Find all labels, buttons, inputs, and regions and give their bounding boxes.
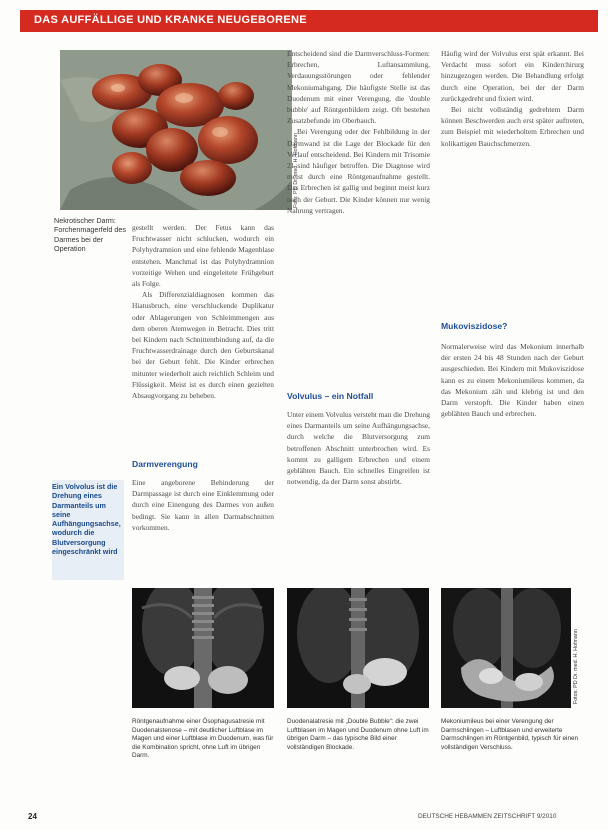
xray-image-1 bbox=[132, 588, 274, 708]
paragraph: Bei nicht vollständig gedrehtem Darm können Beschwerden auch erst später auftreten, zum Beispiel mit wiederholtem Erbrechen und kolikartigen Bauchschmerzen. bbox=[441, 105, 584, 148]
intestine-illustration bbox=[60, 50, 292, 210]
paragraph: gestellt werden. Der Fetus kann das Fruchtwasser nicht schlucken, wodurch ein Polyhydramnion und eine fehlende Magenblase entstehen. Manchmal ist das Polyhydramnion vorzeitige Wehen und eingeleitete Frühgeburt als Folge. bbox=[132, 223, 274, 289]
xray-caption-2: Duodenalatresie mit „Double Bubble“: die zwei Luftblasen im Magen und Duodenum ohne Luft im übrigen Darm – das typische Bild einer vollständigen Blockade. bbox=[287, 718, 429, 751]
paragraph: Häufig wird der Volvulus erst spät erkannt. Bei Verdacht muss sofort ein Kinderchirurg hinzugezogen werden. Die Behandlung erfolgt durch eine Operation, bei der der Darm zurückgedreht und fixiert wird. bbox=[441, 49, 584, 103]
intestine-photo bbox=[60, 50, 292, 210]
subhead-volvulus: Volvulus – ein Notfall bbox=[287, 391, 374, 401]
paragraph: Als Differenzialdiagnosen kommen das Hiatusbruch, eine verschluckende Duplikatur oder Ablagerungen von Schleimmengen aus dem oberen Atemwegen in Betracht. Dies tritt bei Kindern nach Schnittentbindung auf, da die Fruchtwasserdrainage durch den Geburtskanal bei der Geburt fehlt. Die Kinder erbrechen mitunter wiederholt auch reichlich Schleim und Flüssigkeit. Meist ist es durch einen gezielten Absaugvorgang zu beheben. bbox=[132, 290, 274, 401]
xray-image-3 bbox=[441, 588, 571, 708]
paragraph: Unter einem Volvulus versteht man die Drehung eines Darmanteils um seine Aufhängungsachse, durch welche die Blutversorgung zum betroffenen Abschnitt unterbrochen wird. Es kommt zu galligem Erbrechen und einem geblähten Bauch. Ein schnelles Eingreifen ist notwendig, da der Darm sonst abstirbt. bbox=[287, 410, 430, 487]
xray-graphic-3 bbox=[441, 588, 571, 708]
text-column-3b bbox=[441, 341, 584, 577]
xray-graphic-1 bbox=[132, 588, 274, 708]
subhead-mukoviszidose: Mukoviszidose? bbox=[441, 321, 508, 331]
photo-credit: Foto: PD Dr. med. H. Hofmann bbox=[293, 133, 299, 208]
xray-image-2 bbox=[287, 588, 429, 708]
text-column-2b bbox=[287, 409, 430, 577]
journal-name: DEUTSCHE HEBAMMEN ZEITSCHRIFT 9/2010 bbox=[418, 813, 557, 820]
paragraph: Bei Verengung oder der Fehlbildung in der Darmwand ist die Lage der Blockade für den Verlauf entscheidend. Bei Kindern mit Trisomie 21 sind häufiger betroffen. Die Diagnose wird meist durch eine Röntgenaufnahme gestellt. Das Erbrechen ist gallig und beginnt meist kurz nach der Geburt. Die Kinder können nur wenig Nahrung vertragen. bbox=[287, 127, 430, 215]
paragraph: Entscheidend sind die Darmverschluss-Formen: Erbrechen, Luftansammlung, Verdauungsstörungen oder fehlender Mekoniumabgang. Die häufigste Stelle ist das Duodenum mit einer Verengung, die 'double bubble' auf Röntgenbildern zeigt. Oft bestehen Zusatzbefunde im Oberbauch. bbox=[287, 49, 430, 126]
info-box bbox=[52, 480, 124, 580]
subhead-darmverengung: Darmverengung bbox=[132, 459, 198, 469]
section-header-bar bbox=[20, 10, 598, 32]
text-column-1b bbox=[132, 477, 274, 577]
photo-caption: Nekrotischer Darm: Forchenmagerfeld des Darmes bei der Operation bbox=[54, 216, 126, 254]
paragraph: Normalerweise wird das Mekonium innerhalb der ersten 24 bis 48 Stunden nach der Geburt ausgeschieden. Bei Kindern mit Mukoviszidose kann es zu einem Mekoniumileus kommen, da das Mekonium zäh und klebrig ist und den Darm verstopft. Die Kinder haben einen geblähten Bauch und erbrechen. bbox=[441, 342, 584, 419]
paragraph: Eine angeborene Behinderung der Darmpassage ist durch eine Einklemmung oder durch eine Einengung des Darmes von außen bedingt. Sie kann in allen Darmabschnitten vorkommen. bbox=[132, 478, 274, 532]
page-number: 24 bbox=[28, 812, 37, 821]
xray-credit: Fotos: PD Dr. med. H. Hofmann bbox=[573, 629, 579, 704]
xray-caption-3: Mekoniumileus bei einer Verengung der Darmschlingen – Luftblasen und erweiterte Darmschlingen im Röntgenbild, typisch für einen vollständigen Verschluss. bbox=[441, 718, 579, 751]
text-column-3a bbox=[441, 48, 584, 310]
xray-graphic-2 bbox=[287, 588, 429, 708]
text-column-2a bbox=[287, 48, 430, 374]
section-title: DAS AUFFÄLLIGE UND KRANKE NEUGEBORENE bbox=[34, 14, 307, 26]
info-box-text: Ein Volvolus ist die Drehung eines Darmanteils um seine Aufhängungsachse, wodurch die Blutversorgung eingeschränkt wird bbox=[52, 482, 121, 557]
xray-caption-1: Röntgenaufnahme einer Ösophagusatresie mit Duodenalstenose – mit deutlicher Luftblase im Magen und einer Luftblase im Duodenum, was für die Kombination spricht, ohne Luft im übrigen Darm. bbox=[132, 718, 274, 760]
text-column-1a bbox=[132, 222, 274, 442]
